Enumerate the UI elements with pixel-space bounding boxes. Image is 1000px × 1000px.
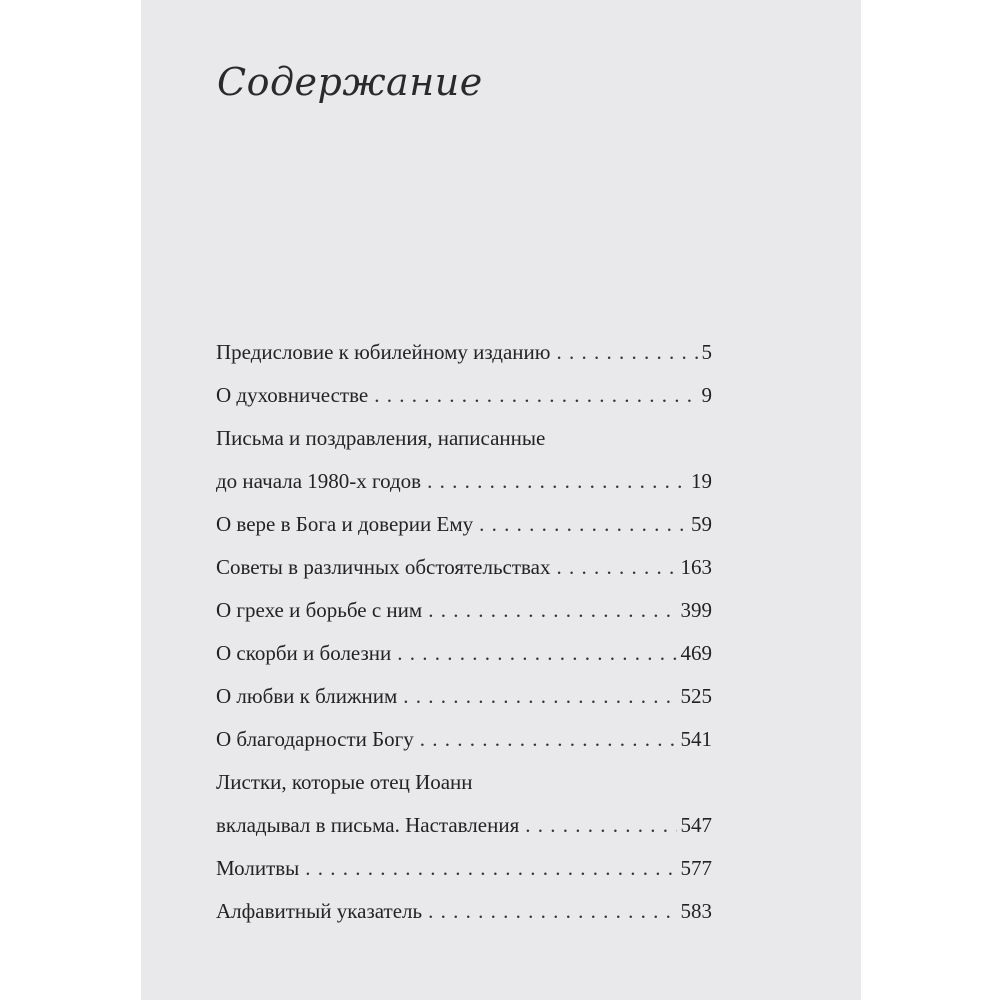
toc-entry-continuation: [216, 808, 712, 851]
toc-entry-title-continued: вкладывал в письма. Наставления: [216, 813, 520, 837]
toc-entry-title: О любви к ближним: [216, 684, 398, 708]
toc-entry-page: 59: [691, 512, 712, 536]
toc-entry: [216, 335, 712, 378]
page-title: Содержание: [217, 60, 483, 104]
toc-entry-title: Алфавитный указатель: [216, 899, 423, 923]
toc-entry-title: О вере в Бога и доверии Ему: [216, 512, 474, 536]
toc-entry-page: 163: [680, 555, 712, 579]
toc-dot-leader: [525, 808, 676, 842]
toc-entry-title: Молитвы: [216, 856, 300, 880]
book-page: [141, 0, 861, 1000]
toc-entry: [216, 593, 712, 636]
table-of-contents: [216, 335, 712, 937]
toc-entry: [216, 378, 712, 421]
toc-entry: [216, 765, 712, 808]
toc-entry-page: 469: [680, 641, 712, 665]
toc-dot-leader: [420, 722, 677, 756]
toc-dot-leader: [479, 507, 687, 541]
toc-entry-page: 583: [680, 899, 712, 923]
toc-entry: [216, 507, 712, 550]
toc-entry-title: О грехе и борьбе с ним: [216, 598, 423, 622]
toc-entry: [216, 636, 712, 679]
toc-dot-leader: [428, 894, 676, 928]
toc-entry: [216, 894, 712, 937]
toc-entry-page: 19: [691, 469, 712, 493]
toc-entry-title: О духовничестве: [216, 383, 369, 407]
toc-entry-title-continued: до начала 1980-х годов: [216, 469, 422, 493]
toc-entry: [216, 679, 712, 722]
toc-dot-leader: [397, 636, 676, 670]
toc-entry-page: 541: [680, 727, 712, 751]
toc-entry: [216, 550, 712, 593]
toc-entry-page: 577: [680, 856, 712, 880]
toc-entry-title: Предисловие к юбилейному изданию: [216, 340, 551, 364]
toc-entry-page: 9: [701, 383, 712, 407]
toc-entry: [216, 722, 712, 765]
toc-dot-leader: [374, 378, 697, 412]
toc-dot-leader: [427, 464, 687, 498]
toc-dot-leader: [557, 550, 677, 584]
toc-entry-page: 399: [680, 598, 712, 622]
toc-entry-continuation: [216, 464, 712, 507]
toc-entry-title: Советы в различных обстоятельствах: [216, 555, 551, 579]
toc-entry-title: О скорби и болезни: [216, 641, 392, 665]
toc-entry-page: 525: [680, 684, 712, 708]
toc-entry-title: Листки, которые отец Иоанн: [216, 770, 473, 794]
toc-entry-page: 5: [701, 340, 712, 364]
toc-entry-title: Письма и поздравления, написанные: [216, 426, 546, 450]
toc-dot-leader: [305, 851, 676, 885]
toc-entry-title: О благодарности Богу: [216, 727, 414, 751]
toc-entry-page: 547: [680, 813, 712, 837]
toc-entry: [216, 851, 712, 894]
toc-dot-leader: [556, 335, 697, 369]
toc-dot-leader: [403, 679, 676, 713]
toc-entry: [216, 421, 712, 464]
toc-dot-leader: [428, 593, 676, 627]
